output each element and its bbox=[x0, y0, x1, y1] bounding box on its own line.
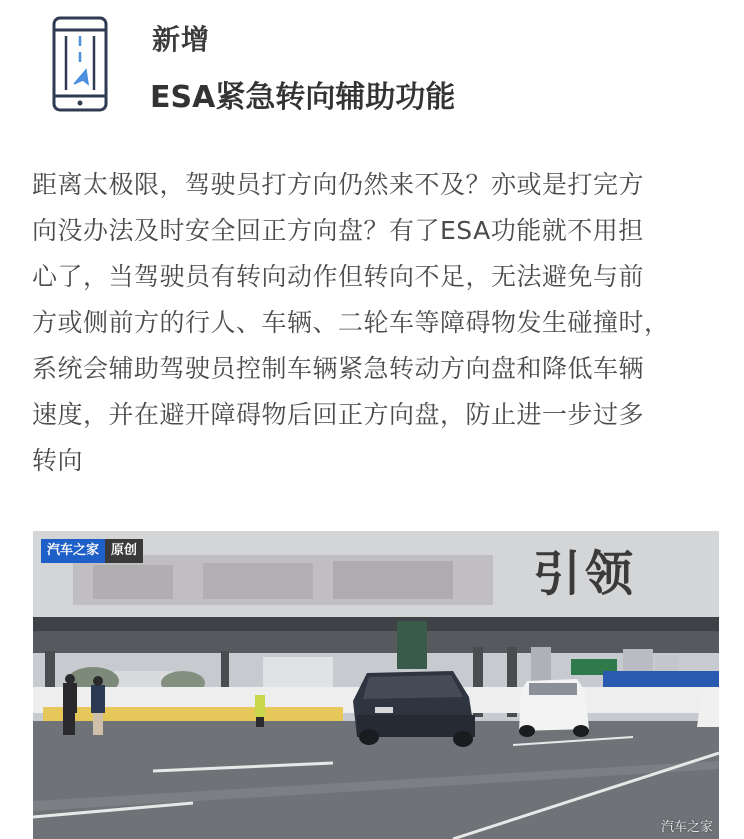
source-badge bbox=[41, 539, 143, 563]
article-line: 速度，并在避开障碍物后回正方向盘，防止进一步过多 bbox=[32, 400, 645, 429]
article-line: 距离太极限，驾驶员打方向仍然来不及？亦或是打完方 bbox=[32, 170, 645, 199]
article-line: 转向 bbox=[32, 446, 84, 475]
test-track-photo[interactable] bbox=[33, 531, 719, 839]
feature-title: ESA紧急转向辅助功能 bbox=[150, 80, 456, 115]
banner-sign-text: 引领 bbox=[533, 546, 638, 602]
article-line: 向没办法及时安全回正方向盘？有了ESA功能就不用担 bbox=[32, 216, 644, 245]
article-body bbox=[32, 162, 722, 484]
brand-badge: 汽车之家 bbox=[41, 539, 105, 563]
article-line: 方或侧前方的行人、车辆、二轮车等障碍物发生碰撞时， bbox=[32, 308, 670, 337]
article-line: 心了，当驾驶员有转向动作但转向不足，无法避免与前 bbox=[32, 262, 645, 291]
new-label: 新增 bbox=[152, 23, 211, 56]
phone-steering-icon bbox=[52, 16, 108, 112]
watermark: 汽车之家 bbox=[660, 820, 713, 835]
article-line: 系统会辅助驾驶员控制车辆紧急转动方向盘和降低车辆 bbox=[32, 354, 645, 383]
original-tag: 原创 bbox=[105, 539, 143, 563]
feature-header bbox=[0, 0, 744, 130]
